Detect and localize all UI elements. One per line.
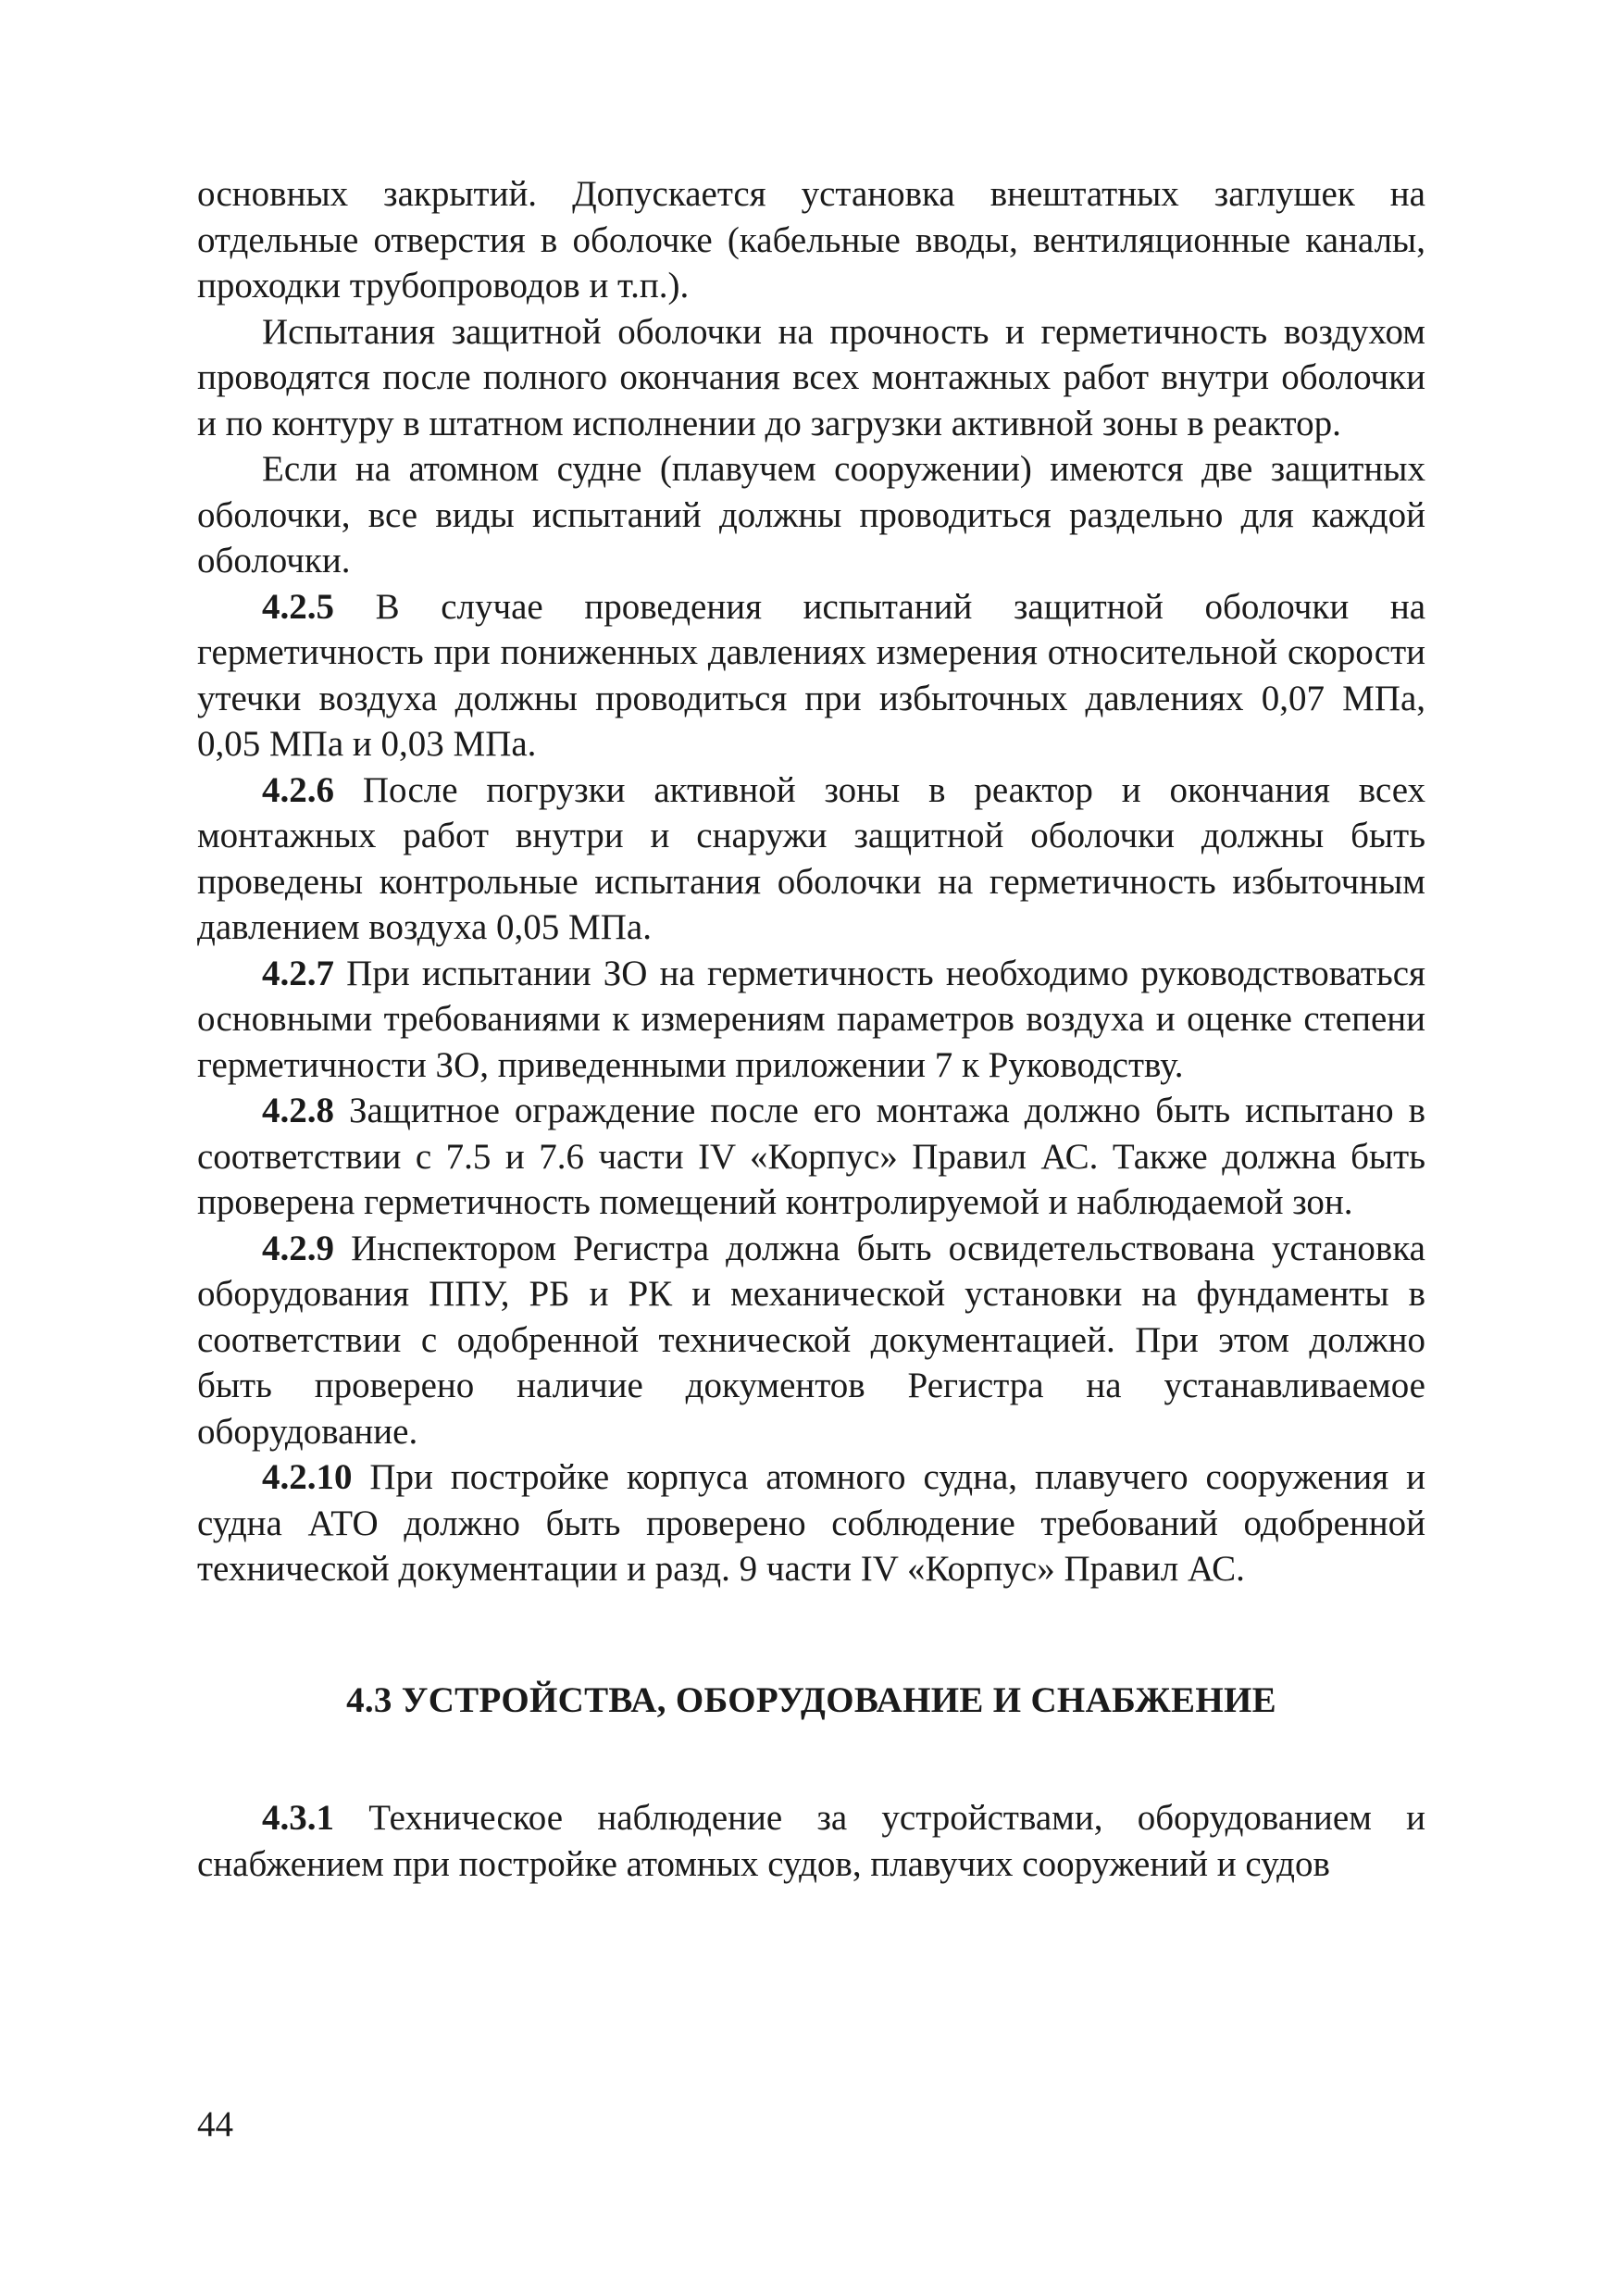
paragraph-text: Если на атомном судне (плавучем сооружении) имеются две защитных оболочки, все виды испытаний должны проводиться раздельно для каждой оболочки. (197, 449, 1425, 580)
paragraph-4-2-5 (197, 584, 1425, 767)
paragraph-text: При постройке корпуса атомного судна, плавучего сооружения и судна АТО должно быть проверено соблюдение требований одобренной технической документации и разд. 9 части IV «Корпус» Правил АС. (197, 1457, 1425, 1589)
paragraph-text: После погрузки активной зоны в реактор и окончания всех монтажных работ внутри и снаружи защитной оболочки должны быть проведены контрольные испытания оболочки на герметичность избыточным давлением воздуха 0,05 МПа. (197, 769, 1425, 947)
paragraph-air-tests (197, 309, 1425, 447)
paragraph-4-2-7 (197, 951, 1425, 1089)
paragraph-two-shells (197, 446, 1425, 584)
paragraph-4-2-6 (197, 767, 1425, 951)
paragraph-text: Инспектором Регистра должна быть освидетельствована установка оборудования ППУ, РБ и РК и механической установки на фундаменты в соответствии с одобренной технической документацией. При этом должно быть проверено наличие документов Регистра на устанавливаемое оборудование. (197, 1228, 1425, 1452)
paragraph-4-3-1 (197, 1795, 1425, 1887)
section-heading: 4.3 УСТРОЙСТВА, ОБОРУДОВАНИЕ И СНАБЖЕНИЕ (346, 1679, 1276, 1720)
paragraph-4-2-10 (197, 1454, 1425, 1592)
paragraph-4-2-8 (197, 1088, 1425, 1226)
document-page (197, 171, 1425, 1887)
clause-number: 4.2.7 (262, 953, 334, 993)
clause-number: 4.2.5 (262, 586, 334, 627)
clause-number: 4.2.8 (262, 1091, 334, 1130)
paragraph-text: Защитное ограждение после его монтажа должно быть испытано в соответствии с 7.5 и 7.6 части IV «Корпус» Правил АС. Также должна быть проверена герметичность помещений контролируемой и наблюдаемой зон. (197, 1091, 1425, 1222)
paragraph-text: Техническое наблюдение за устройствами, оборудованием и снабжением при постройке атомных судов, плавучих сооружений и судов (197, 1798, 1425, 1884)
paragraph-text: Испытания защитной оболочки на прочность и герметичность воздухом проводятся после полного окончания всех монтажных работ внутри оболочки и по контуру в штатном исполнении до загрузки активной зоны в реактор. (197, 311, 1425, 443)
clause-number: 4.3.1 (262, 1798, 334, 1838)
clause-number: 4.2.6 (262, 769, 334, 810)
paragraph-text: основных закрытий. Допускается установка внештатных заглушек на отдельные отверстия в оболочке (кабельные вводы, вентиляционные каналы, проходки трубопроводов и т.п.). (197, 174, 1425, 306)
paragraph-text: При испытании ЗО на герметичность необходимо руководствоваться основными требованиями к измерениям параметров воздуха и оценке степени герметичности ЗО, приведенными приложении 7 к Руководству. (197, 953, 1425, 1085)
paragraph-4-2-9 (197, 1226, 1425, 1455)
continued-paragraph (197, 171, 1425, 309)
paragraph-text: В случае проведения испытаний защитной оболочки на герметичность при пониженных давлениях измерения относительной скорости утечки воздуха должны проводиться при избыточных давлениях 0,07 МПа, 0,05 МПа и 0,03 МПа. (197, 586, 1425, 764)
clause-number: 4.2.9 (262, 1228, 334, 1268)
page-number: 44 (197, 2104, 233, 2144)
clause-number: 4.2.10 (262, 1457, 353, 1497)
